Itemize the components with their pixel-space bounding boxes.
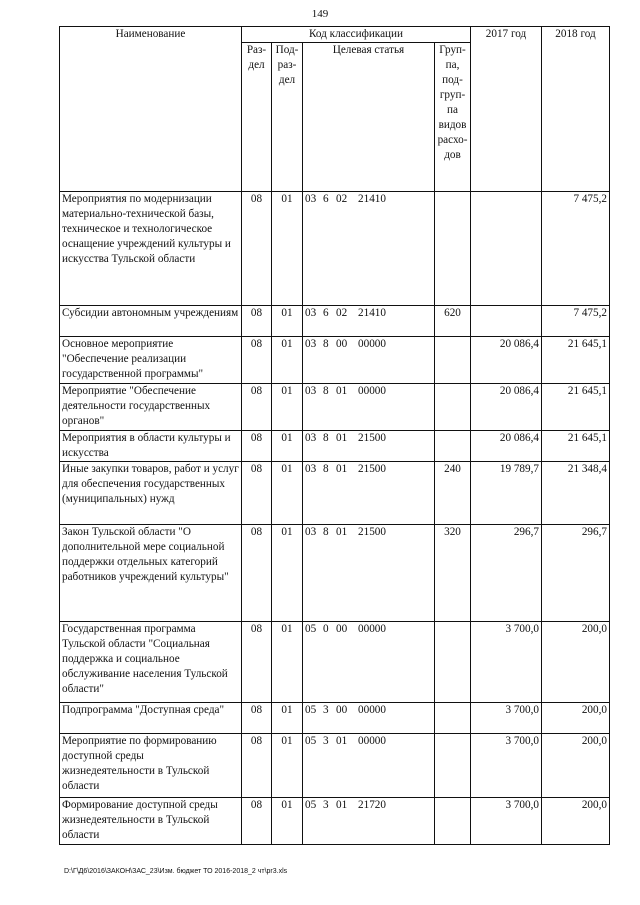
row-subsection: 01 xyxy=(272,384,303,431)
article-direction: 21500 xyxy=(358,463,386,475)
table-row xyxy=(60,431,610,462)
table-row xyxy=(60,462,610,525)
row-target-article xyxy=(303,337,435,384)
article-program: 03 xyxy=(305,385,317,397)
article-subprogram: 6 xyxy=(323,193,329,205)
row-subsection: 01 xyxy=(272,462,303,525)
article-event: 00 xyxy=(336,623,348,635)
row-expense-group: 620 xyxy=(435,306,471,337)
article-direction: 00000 xyxy=(358,704,386,716)
row-expense-group: 320 xyxy=(435,525,471,622)
row-target-article xyxy=(303,525,435,622)
article-direction: 00000 xyxy=(358,735,386,747)
row-name: Закон Тульской области "О дополнительной мере социальной поддержки отдельных категорий работников учреждений культуры" xyxy=(60,525,242,622)
row-amount-2018: 21 645,1 xyxy=(542,337,610,384)
article-subprogram: 8 xyxy=(323,463,329,475)
row-subsection: 01 xyxy=(272,306,303,337)
row-amount-2018: 7 475,2 xyxy=(542,192,610,306)
header-target-article: Целевая статья xyxy=(303,43,435,192)
row-subsection: 01 xyxy=(272,734,303,798)
header-year-2017: 2017 год xyxy=(471,27,542,192)
article-direction: 00000 xyxy=(358,385,386,397)
article-direction: 21500 xyxy=(358,526,386,538)
row-target-article xyxy=(303,462,435,525)
article-event: 01 xyxy=(336,735,348,747)
row-expense-group xyxy=(435,703,471,734)
row-section: 08 xyxy=(242,798,272,845)
row-name: Мероприятия по модернизации материально-технической базы, техническое и технологическое оснащение учреждений культуры и искусства Тульской области xyxy=(60,192,242,306)
article-subprogram: 8 xyxy=(323,385,329,397)
table-row xyxy=(60,525,610,622)
article-event: 01 xyxy=(336,526,348,538)
article-subprogram: 8 xyxy=(323,432,329,444)
row-target-article xyxy=(303,306,435,337)
row-expense-group xyxy=(435,734,471,798)
article-program: 03 xyxy=(305,432,317,444)
article-direction: 21500 xyxy=(358,432,386,444)
row-amount-2017: 20 086,4 xyxy=(471,337,542,384)
article-program: 03 xyxy=(305,526,317,538)
row-amount-2017: 3 700,0 xyxy=(471,798,542,845)
row-section: 08 xyxy=(242,337,272,384)
table-header xyxy=(60,27,610,192)
row-amount-2017: 20 086,4 xyxy=(471,384,542,431)
row-amount-2018: 296,7 xyxy=(542,525,610,622)
file-path-footer: D:\Г\Д6\2016\ЗАКОН\ЗАС_23\Изм. бюджет ТО 2016-2018_2 чт\pr3.xls xyxy=(64,868,288,875)
table-row xyxy=(60,384,610,431)
row-expense-group: 240 xyxy=(435,462,471,525)
table-row xyxy=(60,734,610,798)
row-subsection: 01 xyxy=(272,337,303,384)
row-section: 08 xyxy=(242,525,272,622)
row-amount-2018: 200,0 xyxy=(542,734,610,798)
budget-table xyxy=(59,26,610,845)
article-event: 00 xyxy=(336,704,348,716)
row-name: Формирование доступной среды жизнедеятельности в Тульской области xyxy=(60,798,242,845)
header-expense-group: Груп- па, под- груп- па видов расхо- дов xyxy=(435,43,471,192)
article-direction: 21410 xyxy=(358,193,386,205)
header-year-2018: 2018 год xyxy=(542,27,610,192)
row-name: Основное мероприятие "Обеспечение реализации государственной программы" xyxy=(60,337,242,384)
article-program: 03 xyxy=(305,307,317,319)
row-amount-2017: 19 789,7 xyxy=(471,462,542,525)
row-expense-group xyxy=(435,431,471,462)
row-section: 08 xyxy=(242,622,272,703)
row-name: Иные закупки товаров, работ и услуг для обеспечения государственных (муниципальных) нужд xyxy=(60,462,242,525)
row-expense-group xyxy=(435,337,471,384)
article-event: 01 xyxy=(336,799,348,811)
row-subsection: 01 xyxy=(272,431,303,462)
article-event: 02 xyxy=(336,307,348,319)
row-amount-2018: 200,0 xyxy=(542,798,610,845)
table-row xyxy=(60,798,610,845)
row-subsection: 01 xyxy=(272,525,303,622)
row-name: Государственная программа Тульской области "Социальная поддержка и социальное обслуживание населения Тульской области" xyxy=(60,622,242,703)
article-subprogram: 3 xyxy=(323,735,329,747)
row-target-article xyxy=(303,384,435,431)
row-name: Мероприятие "Обеспечение деятельности государственных органов" xyxy=(60,384,242,431)
row-target-article xyxy=(303,798,435,845)
row-section: 08 xyxy=(242,192,272,306)
header-code: Код классификации xyxy=(242,27,471,43)
row-target-article xyxy=(303,431,435,462)
table-row xyxy=(60,622,610,703)
row-amount-2018: 21 348,4 xyxy=(542,462,610,525)
article-event: 02 xyxy=(336,193,348,205)
row-subsection: 01 xyxy=(272,798,303,845)
table-row xyxy=(60,703,610,734)
row-amount-2017: 3 700,0 xyxy=(471,734,542,798)
row-target-article xyxy=(303,622,435,703)
row-subsection: 01 xyxy=(272,703,303,734)
article-subprogram: 0 xyxy=(323,623,329,635)
article-program: 03 xyxy=(305,193,317,205)
article-event: 00 xyxy=(336,338,348,350)
row-target-article xyxy=(303,703,435,734)
row-section: 08 xyxy=(242,462,272,525)
table-row xyxy=(60,337,610,384)
row-amount-2017: 3 700,0 xyxy=(471,622,542,703)
row-name: Субсидии автономным учреждениям xyxy=(60,306,242,337)
row-section: 08 xyxy=(242,703,272,734)
row-section: 08 xyxy=(242,734,272,798)
article-direction: 00000 xyxy=(358,623,386,635)
page-number: 149 xyxy=(311,8,329,20)
row-expense-group xyxy=(435,622,471,703)
row-target-article xyxy=(303,734,435,798)
row-amount-2018: 7 475,2 xyxy=(542,306,610,337)
row-amount-2017: 296,7 xyxy=(471,525,542,622)
article-event: 01 xyxy=(336,463,348,475)
row-amount-2017: 3 700,0 xyxy=(471,703,542,734)
header-section: Раз- дел xyxy=(242,43,272,192)
article-subprogram: 3 xyxy=(323,799,329,811)
article-direction: 21720 xyxy=(358,799,386,811)
article-subprogram: 6 xyxy=(323,307,329,319)
row-amount-2017: 20 086,4 xyxy=(471,431,542,462)
row-name: Подпрограмма "Доступная среда" xyxy=(60,703,242,734)
article-program: 03 xyxy=(305,338,317,350)
row-subsection: 01 xyxy=(272,622,303,703)
row-target-article xyxy=(303,192,435,306)
article-event: 01 xyxy=(336,432,348,444)
article-event: 01 xyxy=(336,385,348,397)
row-section: 08 xyxy=(242,306,272,337)
table-row xyxy=(60,192,610,306)
article-direction: 00000 xyxy=(358,338,386,350)
row-amount-2018: 200,0 xyxy=(542,622,610,703)
row-amount-2017 xyxy=(471,192,542,306)
article-subprogram: 3 xyxy=(323,704,329,716)
row-section: 08 xyxy=(242,384,272,431)
article-program: 05 xyxy=(305,623,317,635)
article-program: 05 xyxy=(305,704,317,716)
table-row xyxy=(60,306,610,337)
row-expense-group xyxy=(435,798,471,845)
article-program: 05 xyxy=(305,735,317,747)
header-name: Наименование xyxy=(60,27,242,192)
row-amount-2017 xyxy=(471,306,542,337)
article-program: 03 xyxy=(305,463,317,475)
header-subsection: Под- раз- дел xyxy=(272,43,303,192)
article-subprogram: 8 xyxy=(323,338,329,350)
article-program: 05 xyxy=(305,799,317,811)
row-expense-group xyxy=(435,192,471,306)
row-section: 08 xyxy=(242,431,272,462)
row-amount-2018: 21 645,1 xyxy=(542,431,610,462)
row-amount-2018: 200,0 xyxy=(542,703,610,734)
article-direction: 21410 xyxy=(358,307,386,319)
row-expense-group xyxy=(435,384,471,431)
table-body xyxy=(60,192,610,845)
article-subprogram: 8 xyxy=(323,526,329,538)
row-name: Мероприятия в области культуры и искусства xyxy=(60,431,242,462)
row-amount-2018: 21 645,1 xyxy=(542,384,610,431)
row-name: Мероприятие по формированию доступной среды жизнедеятельности в Тульской области xyxy=(60,734,242,798)
row-subsection: 01 xyxy=(272,192,303,306)
